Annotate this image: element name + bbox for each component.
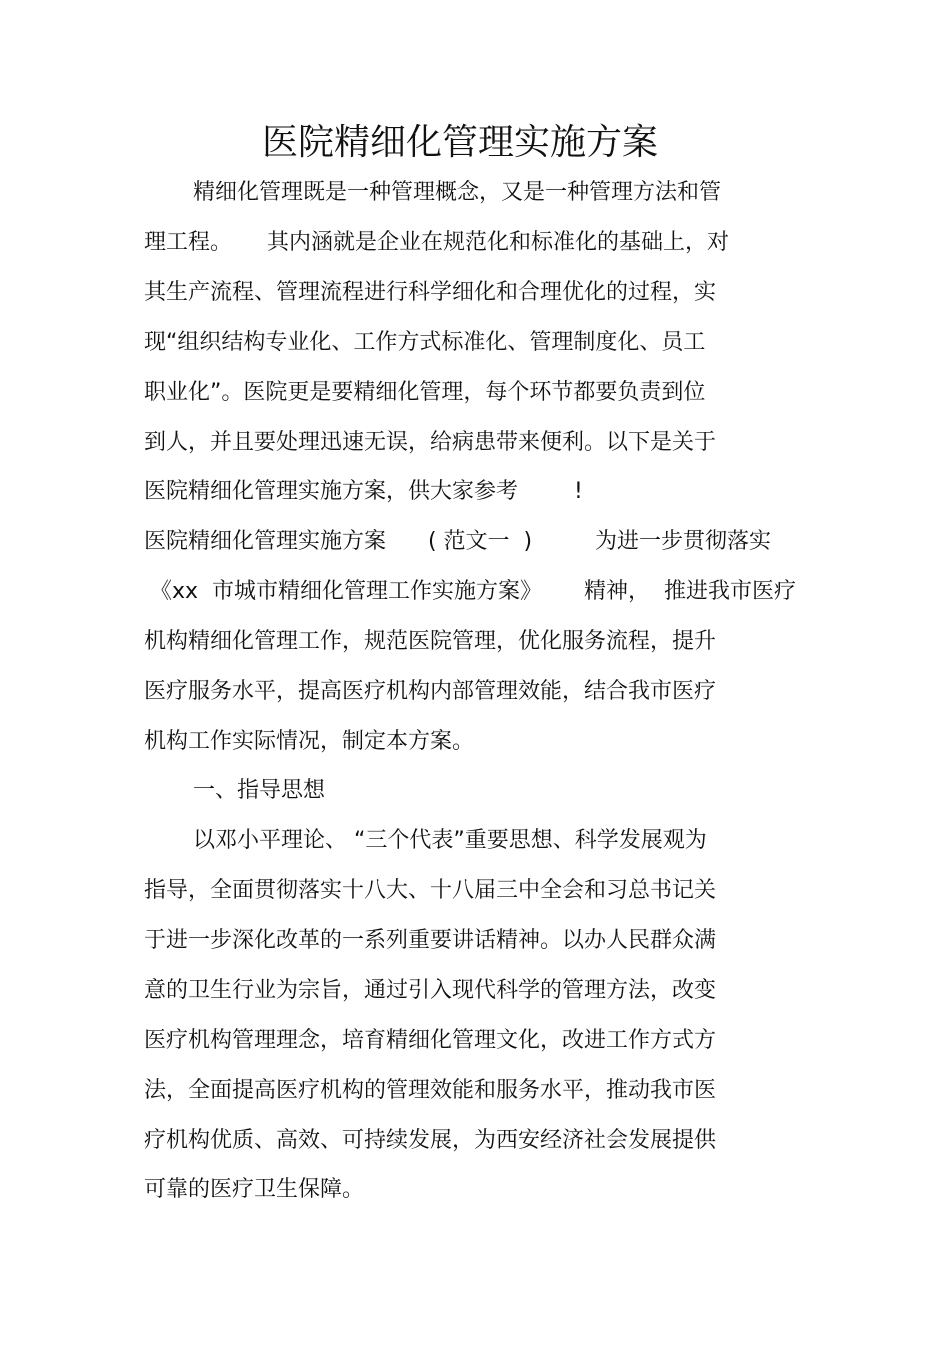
- paragraph-line: 意的卫生行业为宗旨，通过引入现代科学的管理方法，改变: [144, 978, 717, 1003]
- paragraph-line: 医疗机构管理理念，培育精细化管理文化，改进工作方式方: [144, 1028, 717, 1053]
- paragraph-line: 医院精细化管理实施方案 ( 范文一 ) 为进一步贯彻落实: [144, 529, 772, 554]
- document-title: 医院精细化管理实施方案: [261, 122, 658, 163]
- paragraph-line: 指导，全面贯彻落实十八大、十八届三中全会和习总书记关: [144, 878, 717, 903]
- section-heading: 一、指导思想: [193, 778, 326, 803]
- paragraph-line: 到人，并且要处理迅速无误，给病患带来便利。以下是关于: [144, 430, 717, 455]
- paragraph-line: 机构精细化管理工作，规范医院管理，优化服务流程，提升: [144, 629, 717, 654]
- paragraph-line: 《xx 市城市精细化管理工作实施方案》 精神， 推进我市医疗: [150, 579, 796, 604]
- paragraph-line: 可靠的医疗卫生保障。: [144, 1177, 365, 1202]
- paragraph-line: 于进一步深化改革的一系列重要讲话精神。以办人民群众满: [144, 928, 717, 953]
- paragraph-line: 现“组织结构专业化、工作方式标准化、管理制度化、员工: [144, 330, 706, 355]
- paragraph-line: 医疗服务水平，提高医疗机构内部管理效能，结合我市医疗: [144, 679, 717, 704]
- paragraph-line: 理工程。 其内涵就是企业在规范化和标准化的基础上，对: [144, 230, 729, 255]
- paragraph-line: 其生产流程、管理流程进行科学细化和合理优化的过程，实: [144, 280, 717, 305]
- paragraph-line: 疗机构优质、高效、可持续发展，为西安经济社会发展提供: [144, 1128, 717, 1153]
- paragraph-line: 以邓小平理论、 “三个代表”重要思想、科学发展观为: [193, 828, 707, 853]
- paragraph-line: 机构工作实际情况，制定本方案。: [144, 729, 475, 754]
- paragraph-line: 医院精细化管理实施方案，供大家参考 !: [144, 479, 583, 504]
- paragraph-line: 职业化”。医院更是要精细化管理，每个环节都要负责到位: [144, 380, 706, 405]
- paragraph-line: 精细化管理既是一种管理概念，又是一种管理方法和管: [193, 180, 722, 205]
- paragraph-line: 法，全面提高医疗机构的管理效能和服务水平，推动我市医: [144, 1078, 717, 1103]
